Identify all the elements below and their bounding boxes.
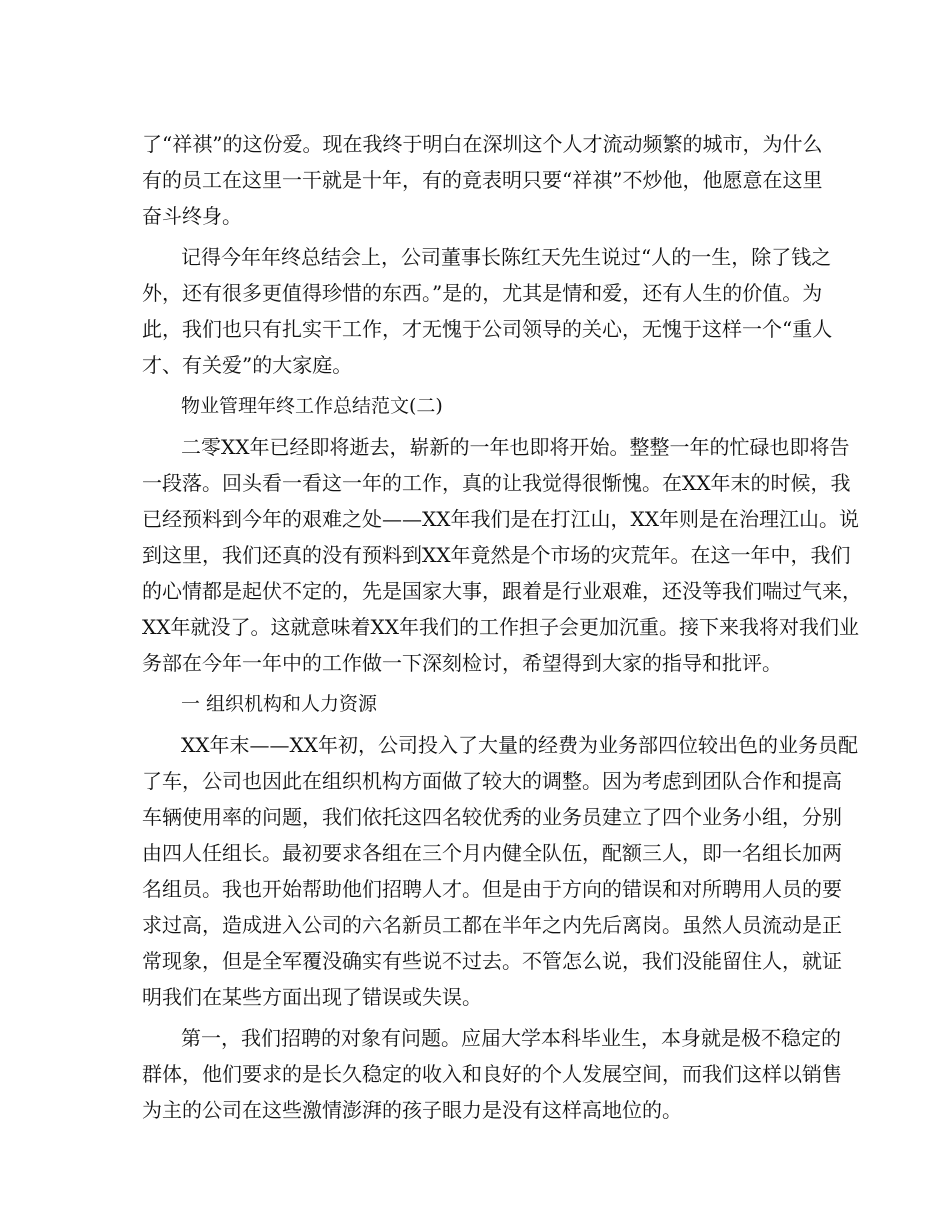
- text-line: 记得今年年终总结会上，公司董事长陈红天先生说过“人的一生，除了钱之: [181, 245, 832, 269]
- text-line: 奋斗终身。: [142, 204, 242, 228]
- text-line: XX年就没了。这就意味着XX年我们的工作担子会更加沉重。接下来我将对我们业: [142, 615, 859, 639]
- text-line: XX年末——XX年初，公司投入了大量的经费为业务部四位较出色的业务员配: [181, 733, 858, 757]
- text-line: 有的员工在这里一干就是十年，有的竟表明只要“祥祺”不炒他，他愿意在这里: [142, 168, 823, 192]
- text-line: 第一，我们招聘的对象有问题。应届大学本科毕业生，本身就是极不稳定的: [181, 1026, 841, 1050]
- text-line: 名组员。我也开始帮助他们招聘人才。但是由于方向的错误和对所聘用人员的要: [142, 877, 842, 901]
- text-line: 群体，他们要求的是长久稳定的收入和良好的个人发展空间，而我们这样以销售: [142, 1062, 842, 1086]
- text-line: 了车，公司也因此在组织机构方面做了较大的调整。因为考虑到团队合作和提高: [142, 769, 842, 793]
- text-line: 已经预料到今年的艰难之处——XX年我们是在打江山，XX年则是在治理江山。说: [142, 507, 859, 531]
- text-line: 常现象，但是全军覆没确实有些说不过去。不管怎么说，我们没能留住人，就证: [142, 949, 842, 973]
- section-title-text: 物业管理年终工作总结范文(二): [181, 395, 443, 417]
- text-line: 车辆使用率的问题，我们依托这四名较优秀的业务员建立了四个业务小组，分别: [142, 805, 842, 829]
- text-line: 明我们在某些方面出现了错误或失误。: [142, 985, 482, 1009]
- paragraph: [142, 429, 862, 681]
- paragraph: [142, 239, 833, 383]
- text-line: 为主的公司在这些激情澎湃的孩子眼力是没有这样高地位的。: [142, 1098, 682, 1122]
- text-line: 了“祥祺”的这份爱。现在我终于明白在深圳这个人才流动频繁的城市，为什么: [142, 132, 823, 156]
- text-line: 此，我们也只有扎实干工作，才无愧于公司领导的关心，无愧于这样一个“重人: [142, 317, 833, 341]
- section-heading: [142, 686, 810, 722]
- text-line: 二零XX年已经即将逝去，崭新的一年也即将开始。整整一年的忙碌也即将告: [181, 435, 850, 459]
- paragraph: [142, 1020, 842, 1128]
- text-line: 由四人任组长。最初要求各组在三个月内健全队伍，配额三人，即一名组长加两: [142, 841, 842, 865]
- paragraph: [142, 126, 823, 234]
- paragraph: [142, 727, 858, 1015]
- text-line: 才、有关爱”的大家庭。: [142, 353, 353, 377]
- text-line: 的心情都是起伏不定的，先是国家大事，跟着是行业艰难，还没等我们喘过气来，: [142, 579, 862, 603]
- section-heading-text: 一 组织机构和人力资源: [181, 693, 378, 715]
- text-line: 到这里，我们还真的没有预料到XX年竟然是个市场的灾荒年。在这一年中，我们: [142, 543, 851, 567]
- text-line: 外，还有很多更值得珍惜的东西。”是的，尤其是情和爱，还有人生的价值。为: [142, 281, 823, 305]
- text-line: 务部在今年一年中的工作做一下深刻检讨，希望得到大家的指导和批评。: [142, 651, 782, 675]
- document-body: [142, 126, 862, 1128]
- text-line: 求过高，造成进入公司的六名新员工都在半年之内先后离岗。虽然人员流动是正: [142, 913, 842, 937]
- section-title: [142, 388, 810, 424]
- text-line: 一段落。回头看一看这一年的工作，真的让我觉得很惭愧。在XX年末的时候，我: [142, 471, 851, 495]
